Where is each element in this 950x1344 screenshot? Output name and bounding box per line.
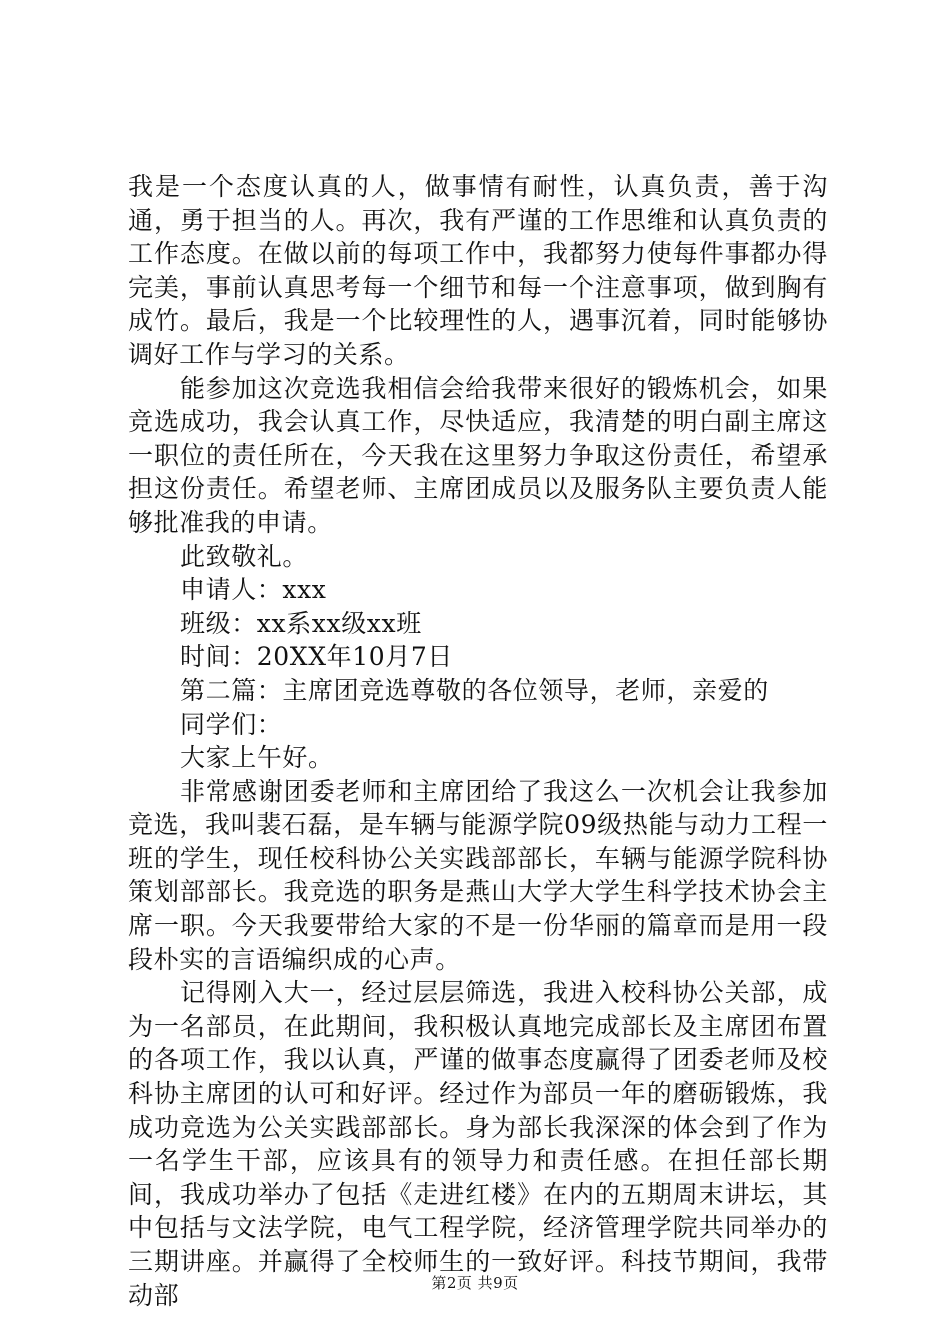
class-line: 班级：xx系xx级xx班 [180, 608, 422, 638]
section-heading: 第二篇：主席团竞选尊敬的各位领导，老师，亲爱的 [180, 675, 769, 705]
document-body [128, 170, 828, 1312]
closing-salutation: 此致敬礼。 [180, 541, 309, 571]
paragraph: 能参加这次竞选我相信会给我带来很好的锻炼机会，如果竞选成功，我会认真工作，尽快适应，我清楚的明白副主席这一职位的责任所在，今天我在这里努力争取这份责任，希望承担这份责任。希望老师、主席团成员以及服务队主要负责人能够批准我的申请。 [128, 373, 828, 537]
date-line: 时间：20XX年10月7日 [180, 642, 453, 672]
page-number-footer: 第2页 共9页 [431, 1274, 519, 1292]
greeting-line: 大家上午好。 [180, 743, 334, 773]
paragraph: 非常感谢团委老师和主席团给了我这么一次机会让我参加竞选，我叫裴石磊，是车辆与能源学院09级热能与动力工程一班的学生，现任校科协公关实践部部长，车辆与能源学院科协策划部部长。我竞选的职务是燕山大学大学生科学技术协会主席一职。今天我要带给大家的不是一份华丽的篇章而是用一段段朴实的言语编织成的心声。 [128, 776, 828, 974]
greeting-line: 同学们： [180, 709, 283, 739]
paragraph: 我是一个态度认真的人，做事情有耐性，认真负责，善于沟通，勇于担当的人。再次，我有严谨的工作思维和认真负责的工作态度。在做以前的每项工作中，我都努力使每件事都办得完美，事前认真思考每一个细节和每一个注意事项，做到胸有成竹。最后，我是一个比较理性的人，遇事沉着，同时能够协调好工作与学习的关系。 [128, 172, 828, 369]
applicant-line: 申请人：xxx [180, 575, 327, 605]
paragraph: 记得刚入大一，经过层层筛选，我进入校科协公关部，成为一名部员，在此期间，我积极认真地完成部长及主席团布置的各项工作，我以认真，严谨的做事态度赢得了团委老师及校科协主席团的认可和好评。经过作为部员一年的磨砺锻炼，我成功竞选为公关实践部部长。身为部长我深深的体会到了作为一名学生干部，应该具有的领导力和责任感。在担任部长期间，我成功举办了包括《走进红楼》在内的五期周末讲坛，其中包括与文法学院，电气工程学院，经济管理学院共同举办的三期讲座。并赢得了全校师生的一致好评。科技节期间，我带动部 [128, 978, 828, 1310]
